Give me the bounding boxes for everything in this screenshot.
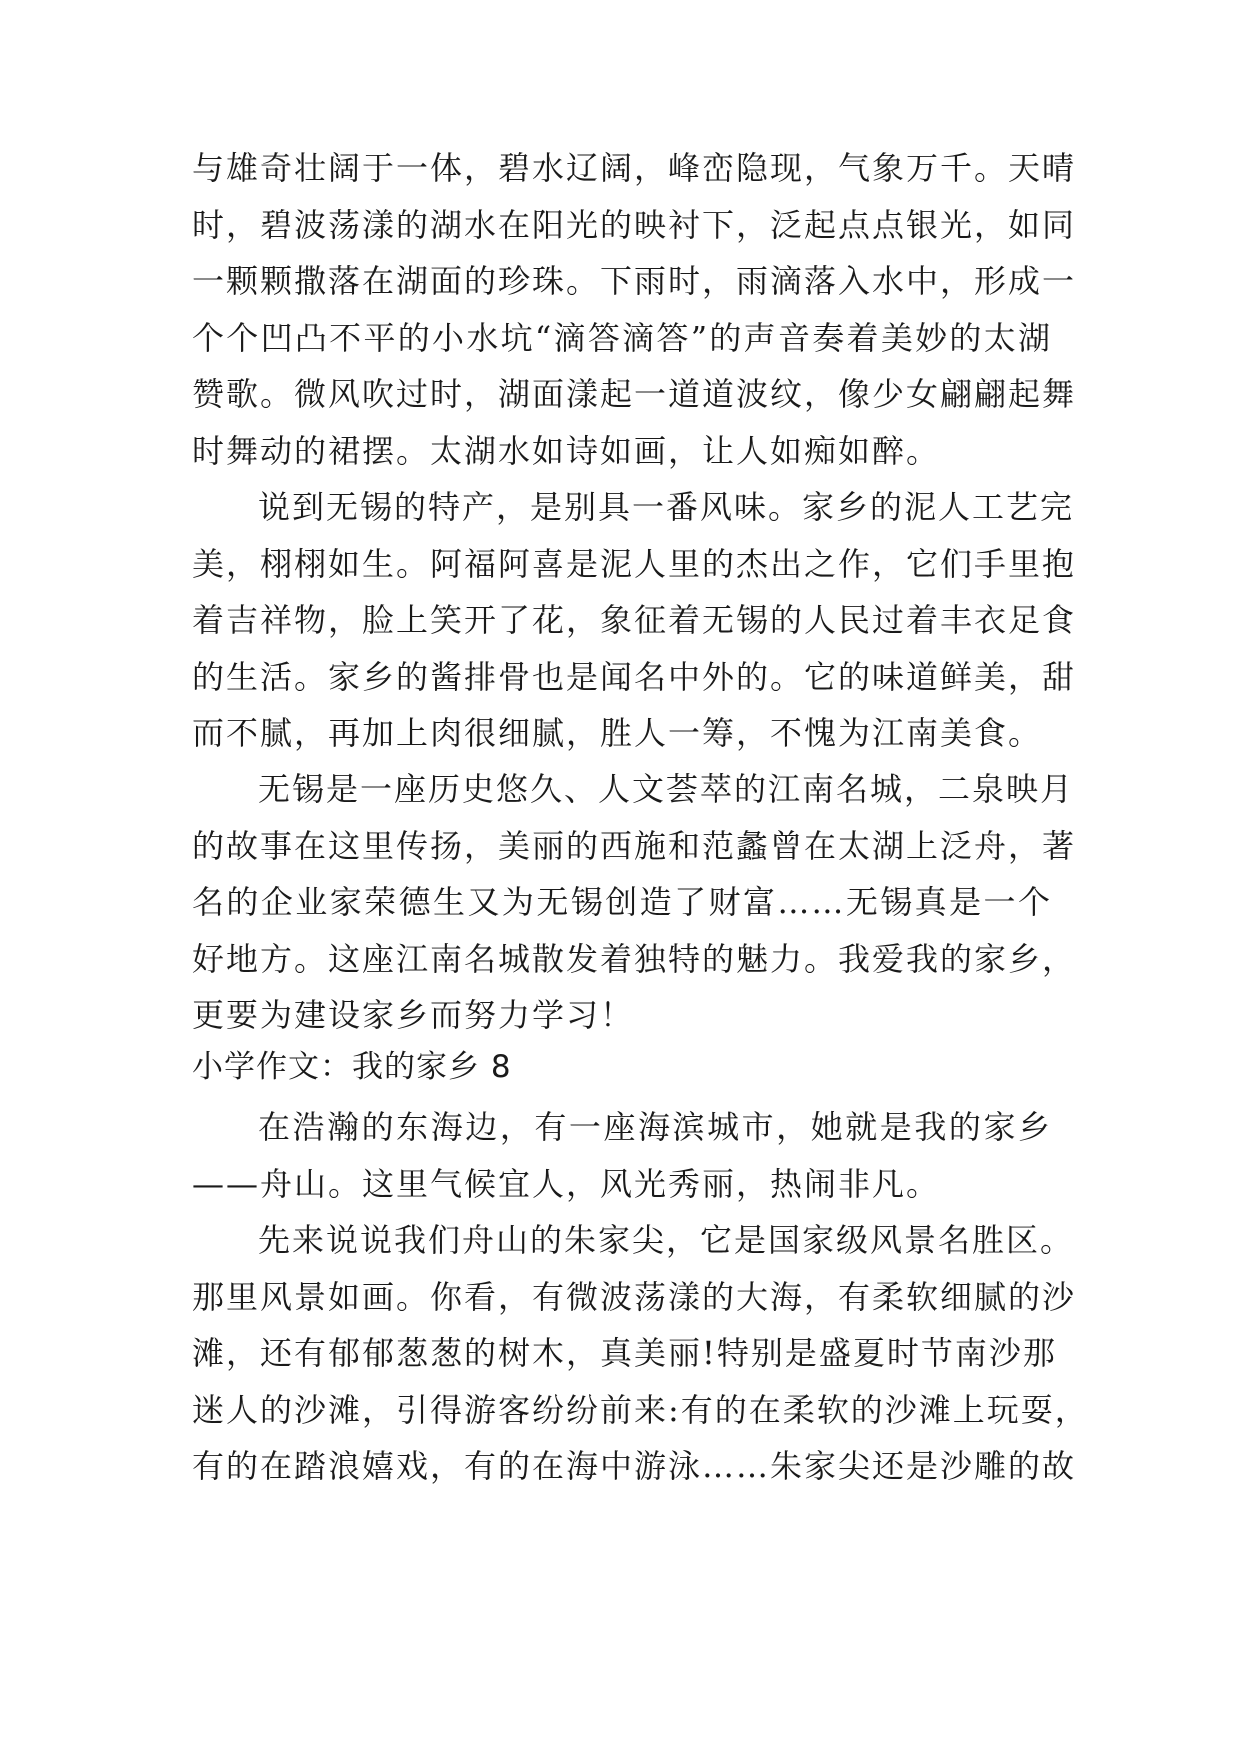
- text-line: 与雄奇壮阔于一体，碧水辽阔，峰峦隐现，气象万千。天晴: [192, 149, 1077, 187]
- text-line: 有的在踏浪嬉戏，有的在海中游泳……朱家尖还是沙雕的故: [192, 1447, 1077, 1485]
- text-line: 赞歌。微风吹过时，湖面漾起一道道波纹，像少女翩翩起舞: [192, 375, 1077, 413]
- text-line: 一颗颗撒落在湖面的珍珠。下雨时，雨滴落入水中，形成一: [192, 262, 1077, 300]
- text-line: 时，碧波荡漾的湖水在阳光的映衬下，泛起点点银光，如同: [192, 205, 1077, 244]
- paragraph-taihu-lake: [192, 140, 1077, 479]
- text-line: 滩，还有郁郁葱葱的树木，真美丽!特别是盛夏时节南沙那: [192, 1334, 1057, 1372]
- text-line: 先来说说我们舟山的朱家尖，它是国家级风景名胜区。: [258, 1221, 1075, 1259]
- text-line: 在浩瀚的东海边，有一座海滨城市，她就是我的家乡: [258, 1108, 1052, 1146]
- text-line: 那里风景如画。你看，有微波荡漾的大海，有柔软细腻的沙: [192, 1277, 1077, 1316]
- text-line: 更要为建设家乡而努力学习！: [192, 996, 635, 1034]
- text-line: 美，栩栩如生。阿福阿喜是泥人里的杰出之作，它们手里抱: [192, 544, 1077, 583]
- text-line: 的生活。家乡的酱排骨也是闻名中外的。它的味道鲜美，甜: [192, 657, 1077, 696]
- paragraph-wuxi-city: [192, 761, 1077, 1044]
- text-line: 个个凹凸不平的小水坑“滴答滴答”的声音奏着美妙的太湖: [192, 318, 1052, 357]
- text-line: 着吉祥物，脸上笑开了花，象征着无锡的人民过着丰衣足食: [192, 601, 1077, 639]
- text-line: 名的企业家荣德生又为无锡创造了财富……无锡真是一个: [192, 883, 1052, 921]
- text-line: 而不腻，再加上肉很细腻，胜人一筹，不愧为江南美食。: [192, 714, 1043, 752]
- text-line: 迷人的沙滩，引得游客纷纷前来:有的在柔软的沙滩上玩耍，: [192, 1390, 1089, 1429]
- text-line: 时舞动的裙摆。太湖水如诗如画，让人如痴如醉。: [192, 431, 941, 470]
- text-line: 的故事在这里传扬，美丽的西施和范蠡曾在太湖上泛舟，著: [192, 826, 1077, 865]
- paragraph-zhoushan-intro: [192, 1099, 1052, 1212]
- text-line: 说到无锡的特产，是别具一番风味。家乡的泥人工艺完: [258, 488, 1075, 526]
- text-line: ——舟山。这里气候宜人，风光秀丽，热闹非凡。: [192, 1164, 941, 1203]
- paragraph-specialty: [192, 479, 1077, 762]
- text-line: 无锡是一座历史悠久、人文荟萃的江南名城，二泉映月: [258, 770, 1075, 808]
- essay-heading: 小学作文：我的家乡 8: [192, 1049, 512, 1085]
- text-line: 好地方。这座江南名城散发着独特的魅力。我爱我的家乡，: [192, 939, 1077, 978]
- paragraph-zhujiajian: [192, 1212, 1089, 1495]
